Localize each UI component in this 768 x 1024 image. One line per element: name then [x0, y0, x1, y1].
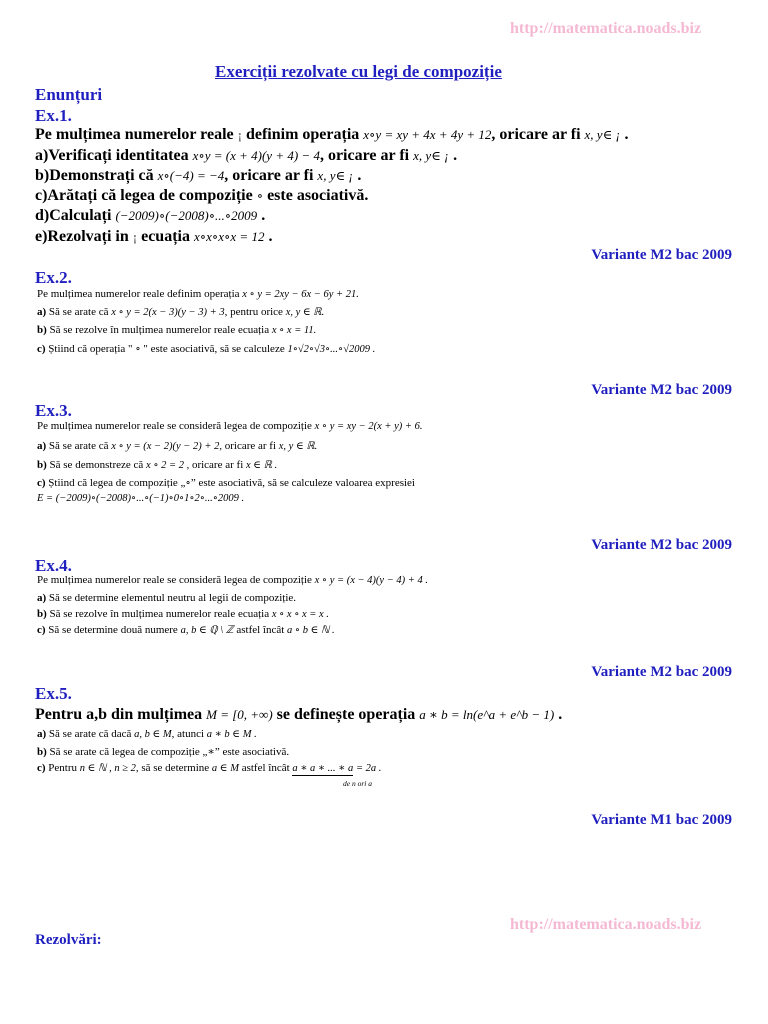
ex5-item-c: c) Pentru n ∈ ℕ , n ≥ 2, să se determine a ∈ M astfel încât a ∗ a ∗ ... ∗ a = 2a . — [37, 762, 382, 774]
page-title: Exerciții rezolvate cu legi de compoziție — [215, 62, 502, 81]
ex2-label: Ex.2. — [35, 268, 72, 287]
ex3-expression: E = (−2009)∘(−2008)∘...∘(−1)∘0∘1∘2∘...∘2009 . — [37, 493, 245, 504]
ex2-intro: Pe mulțimea numerelor reale definim operația x ∘ y = 2xy − 6x − 6y + 21. — [37, 288, 359, 300]
ex2-item-b: b) Să se rezolve în mulțimea numerelor reale ecuația x ∘ x = 11. — [37, 324, 317, 336]
ex3-item-c: c) Știind că legea de compoziție „∘” este asociativă, să se calculeze valoarea expresiei — [37, 477, 415, 489]
ex1-item-e: e)Rezolvați in ¡ ecuația x∘x∘x∘x = 12 . — [35, 228, 273, 245]
ex4-item-a: a) Să se determine elementul neutru al legii de compoziție. — [37, 592, 297, 604]
ex1-item-d: d)Calculați (−2009)∘(−2008)∘...∘2009 . — [35, 207, 266, 224]
ex2-item-c: c) Știind că operația " ∘ " este asociativă, să se calculeze 1∘√2∘√3∘...∘√2009 . — [37, 343, 376, 355]
ex4-item-c: c) Să se determine două numere a, b ∈ ℚ \ ℤ astfel încât a ∘ b ∈ ℕ . — [37, 624, 335, 636]
ex5-line1: Pentru a,b din mulțimea M = [0, +∞) se definește operația a ∗ b = ln(e^a + e^b − 1) . — [35, 706, 563, 723]
section-statements: Enunțuri — [35, 85, 103, 104]
ex5-label: Ex.5. — [35, 684, 72, 703]
ex1-item-c: c)Arătați că legea de compoziție ∘ este asociativă. — [35, 187, 369, 204]
variant-2: Variante M2 bac 2009 — [591, 382, 732, 398]
ex5-underbrace: a ∗ a ∗ ... ∗ a — [292, 763, 354, 774]
variant-1: Variante M2 bac 2009 — [591, 247, 732, 263]
ex4-label: Ex.4. — [35, 556, 72, 575]
watermark-top[interactable]: http://matematica.noads.biz — [510, 20, 702, 37]
ex3-item-b: b) Să se demonstreze că x ∘ 2 = 2 , oricare ar fi x ∈ ℝ . — [37, 459, 278, 471]
ex5-item-a: a) Să se arate că dacă a, b ∈ M, atunci a ∗ b ∈ M . — [37, 728, 257, 740]
ex3-item-a: a) Să se arate că x ∘ y = (x − 2)(y − 2) + 2, oricare ar fi x, y ∈ ℝ. — [37, 440, 318, 452]
ex3-intro: Pe mulțimea numerelor reale se consideră legea de compoziție x ∘ y = xy − 2(x + y) + 6. — [37, 420, 423, 432]
ex1-item-b: b)Demonstrați că x∘(−4) = −4, oricare ar fi x, y∈ ¡ . — [35, 167, 362, 184]
ex5-item-b: b) Să se arate că legea de compoziție „∗” este asociativă. — [37, 746, 290, 758]
ex4-item-b: b) Să se rezolve în mulțimea numerelor reale ecuația x ∘ x ∘ x = x . — [37, 608, 329, 620]
ex5-underbrace-note: de n ori a — [343, 779, 372, 788]
ex1-label: Ex.1. — [35, 106, 72, 125]
section-solutions: Rezolvări: — [35, 932, 102, 948]
variant-5: Variante M1 bac 2009 — [591, 812, 732, 828]
ex1-item-a: a)Verificați identitatea x∘y = (x + 4)(y + 4) − 4, oricare ar fi x, y∈ ¡ . — [35, 147, 458, 164]
ex4-intro: Pe mulțimea numerelor reale se consideră legea de compoziție x ∘ y = (x − 4)(y − 4) + 4 . — [37, 574, 429, 586]
variant-3: Variante M2 bac 2009 — [591, 537, 732, 553]
variant-4: Variante M2 bac 2009 — [591, 664, 732, 680]
ex3-label: Ex.3. — [35, 401, 72, 420]
watermark-bottom[interactable]: http://matematica.noads.biz — [510, 916, 702, 933]
ex1-line1: Pe mulțimea numerelor reale ¡ definim operația x∘y = xy + 4x + 4y + 12, oricare ar fi x, y∈ ¡ . — [35, 126, 629, 143]
ex2-item-a: a) Să se arate că x ∘ y = 2(x − 3)(y − 3) + 3, pentru orice x, y ∈ ℝ. — [37, 306, 325, 318]
